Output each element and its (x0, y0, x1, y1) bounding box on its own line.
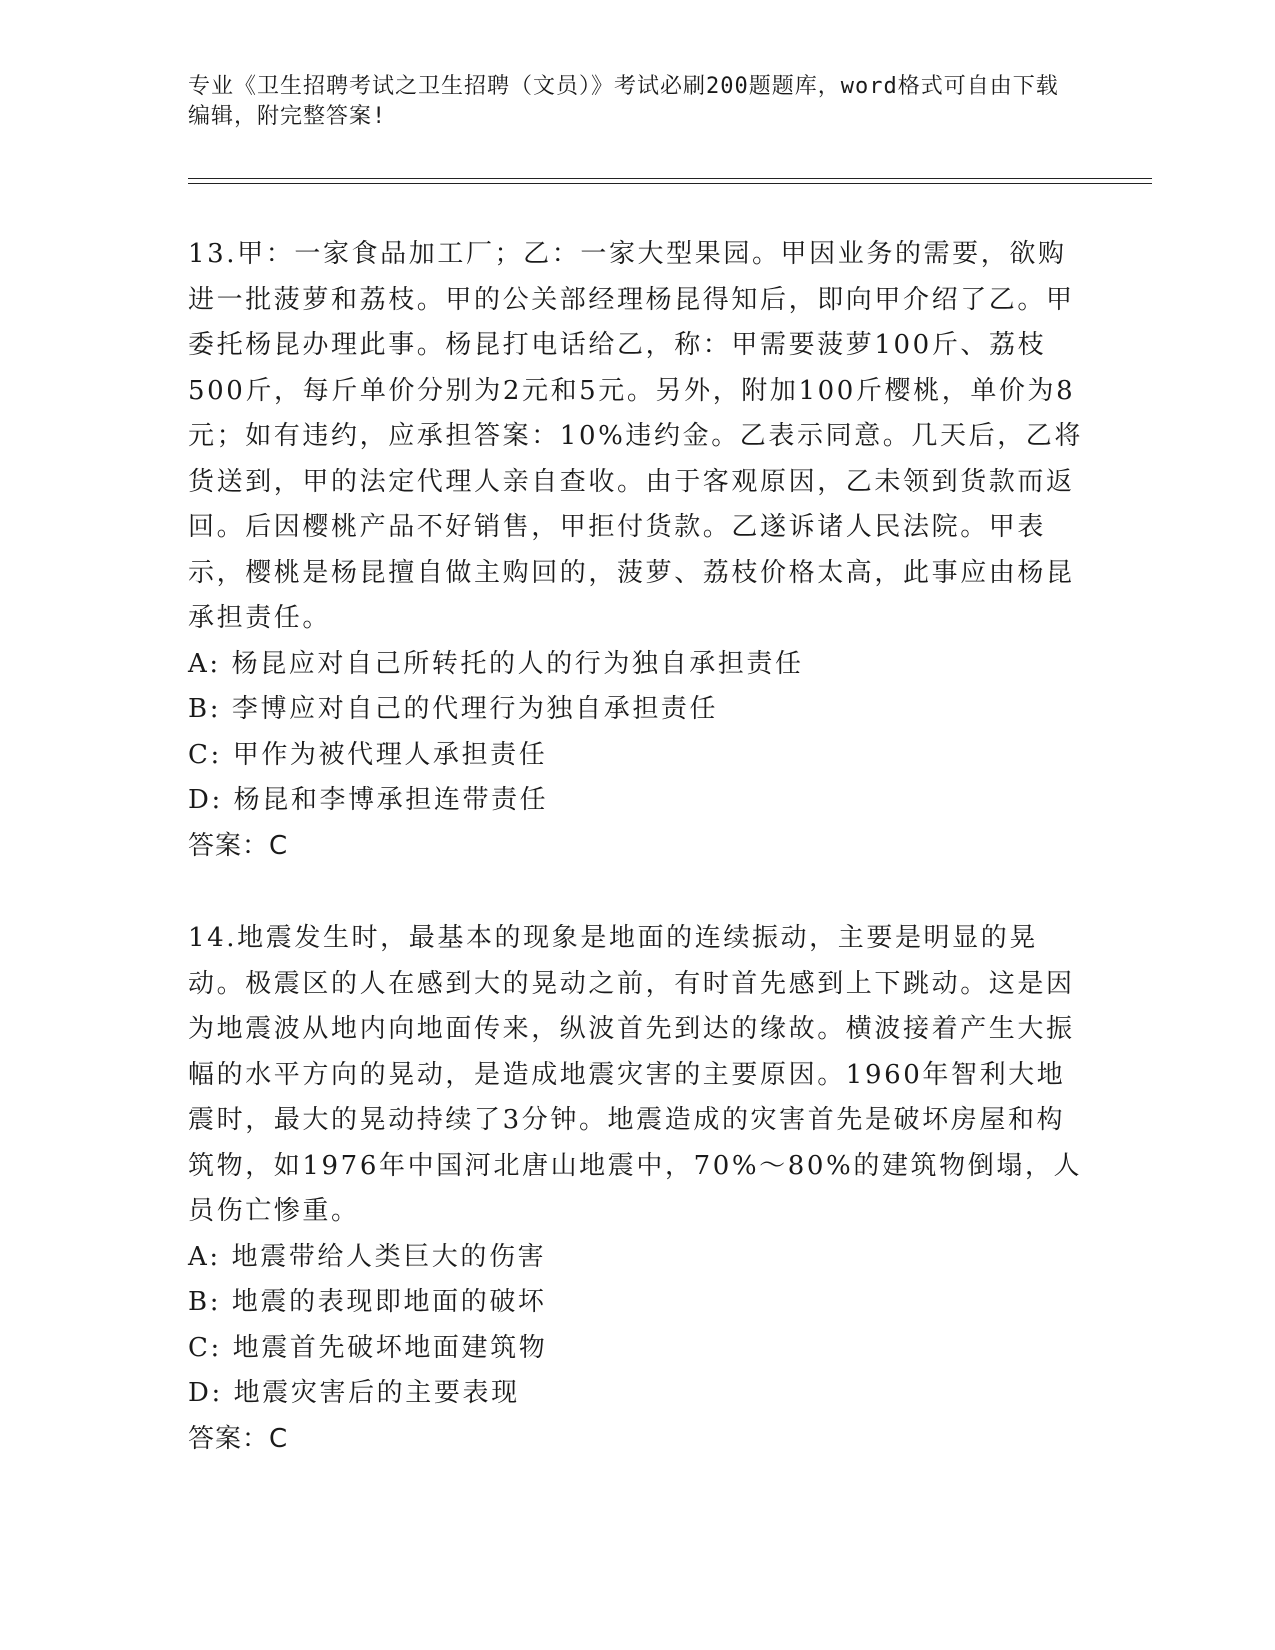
option-c: C: 地震首先破坏地面建筑物 (188, 1332, 548, 1363)
option-d: D: 地震灾害后的主要表现 (188, 1378, 520, 1408)
option-b: B: 地震的表现即地面的破坏 (188, 1287, 547, 1317)
question-stem: 14.地震发生时，最基本的现象是地面的连续振动，主要是明显的晃动。极震区的人在感到大的晃动之前，有时首先感到上下跳动。这是因为地震波从地内向地面传来，纵波首先到达的缘故。横波接着产生大振幅的水平方向的晃动，是造成地震灾害的主要原因。1960年智利大地震时，最大的晃动持续了3分钟。地震造成的灾害首先是破坏房屋和构筑物，如1976年中国河北唐山地震中，70%～80%的建筑物倒塌，人员伤亡惨重。 (188, 923, 1083, 1226)
question-stem: 13.甲：一家食品加工厂；乙：一家大型果园。甲因业务的需要，欲购进一批菠萝和荔枝。甲的公关部经理杨昆得知后，即向甲介绍了乙。甲委托杨昆办理此事。杨昆打电话给乙，称：甲需要菠萝100斤、荔枝500斤，每斤单价分别为2元和5元。另外，附加100斤樱桃，单价为8元；如有违约，应承担答案：10%违约金。乙表示同意。几天后，乙将货送到，甲的法定代理人亲自查收。由于客观原因，乙未领到货款而返回。后因樱桃产品不好销售，甲拒付货款。乙遂诉诸人民法院。甲表示，樱桃是杨昆擅自做主购回的，菠萝、荔枝价格太高，此事应由杨昆承担责任。 (188, 239, 1083, 633)
option-a: A: 杨昆应对自己所转托的人的行为独自承担责任 (188, 648, 804, 679)
question-14 (188, 916, 1088, 1462)
answer-line: 答案：C (188, 830, 289, 861)
option-c: C: 甲作为被代理人承担责任 (188, 739, 548, 770)
option-list (188, 642, 1088, 824)
option-a: A: 地震带给人类巨大的伤害 (188, 1241, 547, 1272)
answer-line: 答案：C (188, 1423, 289, 1454)
header-divider-bottom (188, 183, 1152, 184)
document-header: 专业《卫生招聘考试之卫生招聘（文员）》考试必刷200题题库，word格式可自由下载编辑，附完整答案! (188, 74, 1059, 129)
question-13 (188, 232, 1088, 869)
option-b: B: 李博应对自己的代理行为独自承担责任 (188, 694, 719, 724)
option-list (188, 1235, 1088, 1417)
header-divider-top (188, 178, 1152, 179)
option-d: D: 杨昆和李博承担连带责任 (188, 785, 549, 815)
